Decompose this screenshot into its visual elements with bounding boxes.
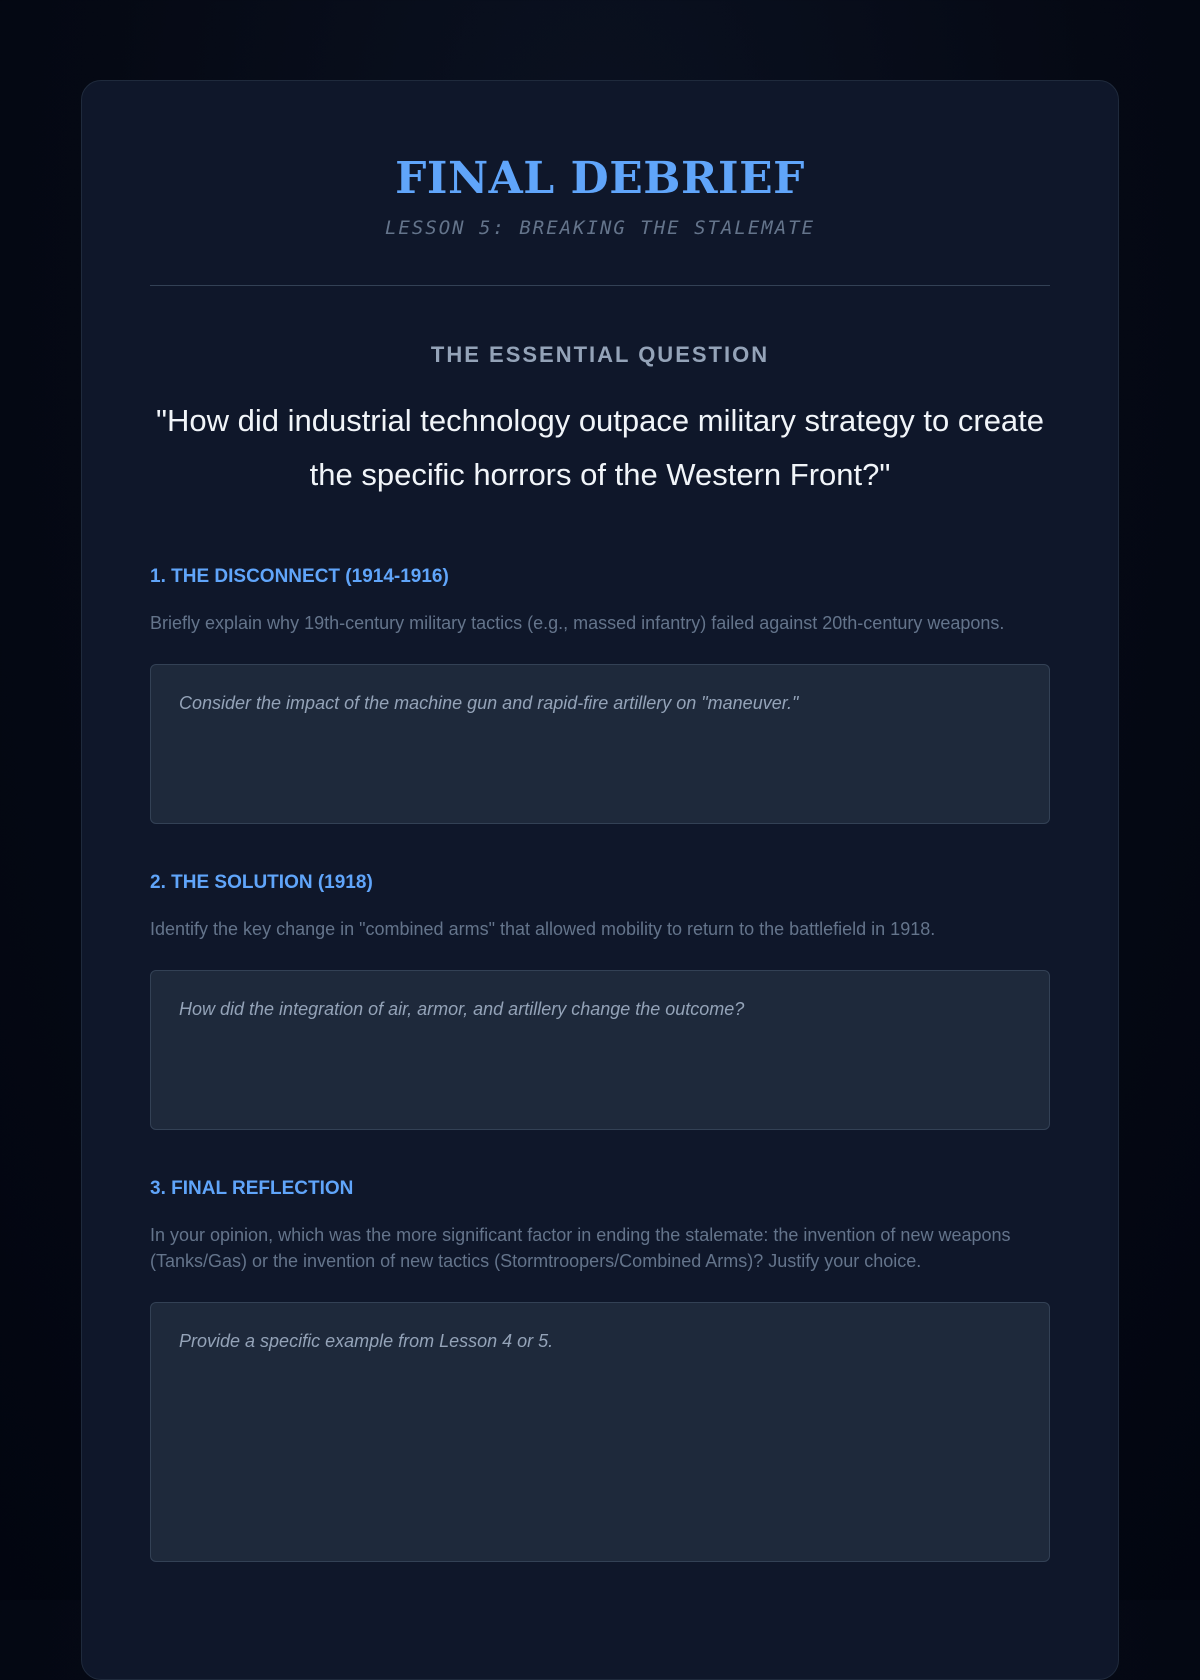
solution-answer-input[interactable] <box>150 970 1050 1130</box>
section-heading: 3. FINAL REFLECTION <box>150 1178 354 1199</box>
reflection-answer-input[interactable] <box>150 1302 1050 1562</box>
section-prompt: Identify the key change in "combined arms" that allowed mobility to return to the battlefield in 1918. <box>150 919 936 939</box>
section-prompt: Briefly explain why 19th-century military tactics (e.g., massed infantry) failed against 20th-century weapons. <box>150 613 1005 633</box>
section-heading: 2. THE SOLUTION (1918) <box>150 872 373 893</box>
essential-question-text: "How did industrial technology outpace military strategy to create the specific horrors of the Western Front?" <box>155 403 1045 492</box>
debrief-card <box>81 80 1119 1680</box>
section-final-reflection <box>150 1178 1050 1562</box>
section-prompt: In your opinion, which was the more significant factor in ending the stalemate: the invention of new weapons (Tanks/Gas) or the invention of new tactics (Stormtroopers/Combined Arms)? Justify your choice. <box>150 1225 1011 1271</box>
section-solution <box>150 872 1050 1130</box>
page-title: FINAL DEBRIEF <box>395 153 805 204</box>
essential-question-label: THE ESSENTIAL QUESTION <box>430 342 770 367</box>
section-heading: 1. THE DISCONNECT (1914-1916) <box>150 566 449 587</box>
lesson-subtitle: LESSON 5: BREAKING THE STALEMATE <box>384 217 816 239</box>
section-disconnect <box>150 566 1050 824</box>
disconnect-answer-input[interactable] <box>150 664 1050 824</box>
header-divider <box>150 285 1050 286</box>
